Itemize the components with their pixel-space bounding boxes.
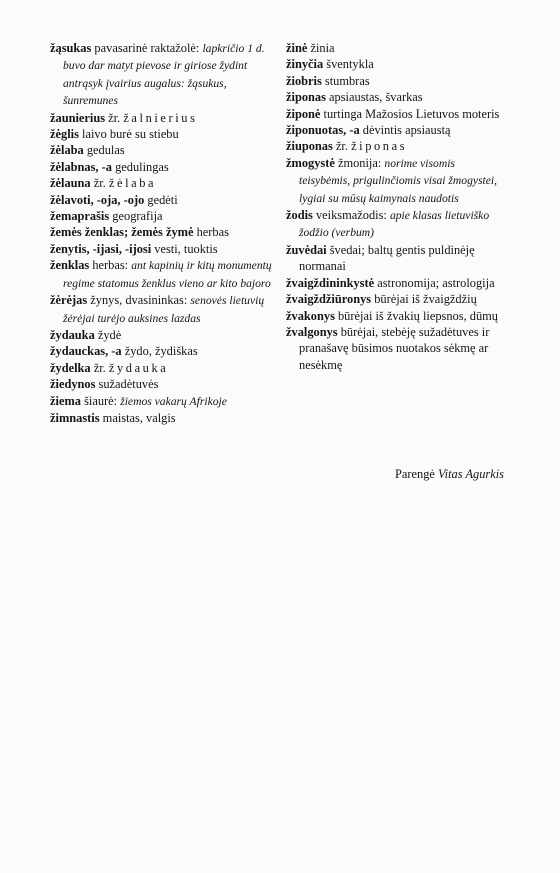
entry-example: senovės lietuvių žėrėjai turėjo auksines lazdas [63, 294, 265, 325]
entry-headword: žiponas [286, 90, 326, 105]
glossary-entry [50, 224, 272, 240]
entry-example: norime visomis teisybėmis, prigulinčiomis visai žmogystei, lygiai su mūsų kaimynais naudotis [299, 156, 498, 205]
entry-definition: švedai; baltų gentis puldinėję normanai [299, 242, 475, 274]
entry-definition: herbas: [89, 258, 132, 273]
entry-cross-reference: žėlaba [108, 176, 157, 191]
entry-definition: geografija [109, 209, 163, 224]
entry-definition: astronomija; astrologija [374, 275, 495, 290]
entry-headword: žiponė [286, 106, 321, 121]
glossary-entry [50, 126, 272, 142]
glossary-entry [286, 40, 506, 56]
glossary-entry [286, 138, 506, 154]
entry-cross-reference: žydauka [108, 360, 169, 375]
glossary-entry [286, 122, 506, 138]
glossary-entry [286, 275, 506, 291]
glossary-entry [286, 106, 506, 122]
entry-definition: žr. [105, 110, 124, 125]
credit-prefix: Parengė [395, 467, 439, 481]
glossary-entry [50, 192, 272, 208]
entry-definition: stumbras [321, 73, 370, 88]
glossary-entry [50, 292, 272, 327]
glossary-entry [286, 324, 506, 373]
entry-definition: laivo burė su stiebu [78, 127, 179, 142]
entry-cross-reference: žiponas [351, 139, 408, 154]
glossary-entry [50, 327, 272, 343]
glossary-entry [286, 242, 506, 275]
right-column [286, 40, 506, 373]
glossary-entry [286, 73, 506, 89]
entry-headword: žėlavoti, -oja, -ojo [50, 192, 145, 207]
entry-definition: būrėjai iš žvaigždžių [371, 292, 477, 307]
entry-headword: žiedynos [50, 377, 96, 392]
entry-headword: žėlauna [50, 176, 91, 191]
entry-headword: žodis [286, 208, 313, 223]
entry-example: apie klasas lietuviško žodžio (verbum) [299, 209, 490, 240]
entry-definition: dėvintis apsiaustą [359, 123, 451, 138]
glossary-entry [286, 155, 506, 207]
entry-definition: šventykla [323, 57, 374, 72]
entry-definition: žr. [90, 360, 109, 375]
glossary-entry [50, 142, 272, 158]
entry-headword: žuvėdai [286, 242, 327, 257]
entry-headword: žimnastis [50, 410, 100, 425]
entry-definition: sužadėtuvės [95, 377, 159, 392]
entry-headword: žėrėjas [50, 293, 88, 308]
entry-headword: žiponuotas, -a [286, 123, 360, 138]
entry-headword: žvaigždžiūronys [286, 292, 372, 307]
entry-definition: pavasarinė raktažolė: [91, 41, 203, 55]
glossary-entry [50, 208, 272, 224]
entry-definition: turtinga Mažosios Lietuvos moteris [320, 106, 500, 121]
entry-definition: maistas, valgis [99, 410, 176, 425]
entry-headword: žiobris [286, 73, 322, 88]
glossary-entry [50, 410, 272, 426]
glossary-entry [286, 207, 506, 242]
entry-definition: vesti, tuoktis [151, 241, 218, 256]
compiler-name: Vitas Agurkis [438, 467, 504, 481]
entry-example: lapkričio 1 d. buvo dar matyt pievose ir giriose žydint antrąsyk įvairius augalus: žąsukus, šunremunes [63, 42, 265, 108]
glossary-entry [50, 343, 272, 359]
entry-cross-reference: žalnierius [123, 110, 198, 125]
entry-headword: ženytis, -ijasi, -ijosi [50, 241, 152, 256]
entry-definition: veiksmažodis: [312, 208, 390, 223]
entry-headword: žydauckas, -a [50, 344, 122, 359]
entry-definition: žr. [90, 176, 109, 191]
entry-definition: žinia [307, 41, 335, 55]
glossary-entry [50, 159, 272, 175]
glossary-entry [50, 376, 272, 392]
entry-definition: žydė [94, 327, 122, 342]
entry-definition: gedulingas [111, 159, 169, 174]
entry-headword: žvakonys [286, 308, 335, 323]
left-column [50, 40, 272, 426]
glossary-entry [286, 308, 506, 324]
entry-headword: žaunierius [50, 110, 106, 125]
entry-headword: žydelka [50, 360, 91, 375]
glossary-entry [286, 89, 506, 105]
entry-headword: žvalgonys [286, 324, 338, 339]
entry-definition: žmonija: [334, 155, 385, 170]
glossary-entry [50, 360, 272, 376]
entry-definition: būrėjai, stebėję sužadėtuves ir pranašavę būsimos nuotakos sėkmę ar nesėkmę [299, 324, 490, 372]
entry-headword: žiuponas [286, 139, 333, 154]
entry-definition: apsiaustas, švarkas [325, 90, 423, 105]
entry-headword: žmogystė [286, 155, 335, 170]
entry-headword: žinė [286, 41, 308, 55]
glossary-entry [50, 257, 272, 292]
glossary-entry [286, 56, 506, 72]
entry-definition: būrėjai iš žvakių liepsnos, dūmų [334, 308, 499, 323]
glossary-entry [50, 393, 272, 410]
entry-definition: žydo, žydiškas [121, 344, 198, 359]
entry-headword: žemaprašis [50, 209, 110, 224]
entry-definition: žynys, dvasininkas: [87, 293, 191, 308]
entry-headword: žiema [50, 393, 81, 408]
entry-definition: herbas [193, 225, 229, 240]
glossary-entry [50, 175, 272, 191]
entry-example: žiemos vakarų Afrikoje [120, 394, 227, 408]
glossary-entry [50, 40, 272, 110]
entry-headword: žėlabnas, -a [50, 159, 112, 174]
entry-headword: žąsukas [50, 41, 92, 55]
entry-headword: žydauka [50, 327, 95, 342]
entry-definition: gedulas [83, 143, 125, 158]
entry-headword: žėlaba [50, 143, 84, 158]
entry-definition: žr. [332, 139, 352, 154]
entry-headword: žinyčia [286, 57, 324, 72]
glossary-entry [50, 110, 272, 126]
entry-headword: žėglis [50, 127, 79, 142]
entry-headword: žemės ženklas; žemės žymė [50, 225, 194, 240]
entry-example: ant kapinių ir kitų monumentų regime statomus ženklus vieno ar kito bajoro [63, 259, 272, 290]
entry-headword: ženklas [50, 258, 90, 273]
entry-headword: žvaigždininkystė [286, 275, 375, 290]
glossary-entry [286, 291, 506, 307]
compiler-credit [286, 466, 504, 482]
entry-definition: šiaurė: [80, 393, 121, 408]
glossary-entry [50, 241, 272, 257]
entry-definition: gedėti [144, 192, 178, 207]
